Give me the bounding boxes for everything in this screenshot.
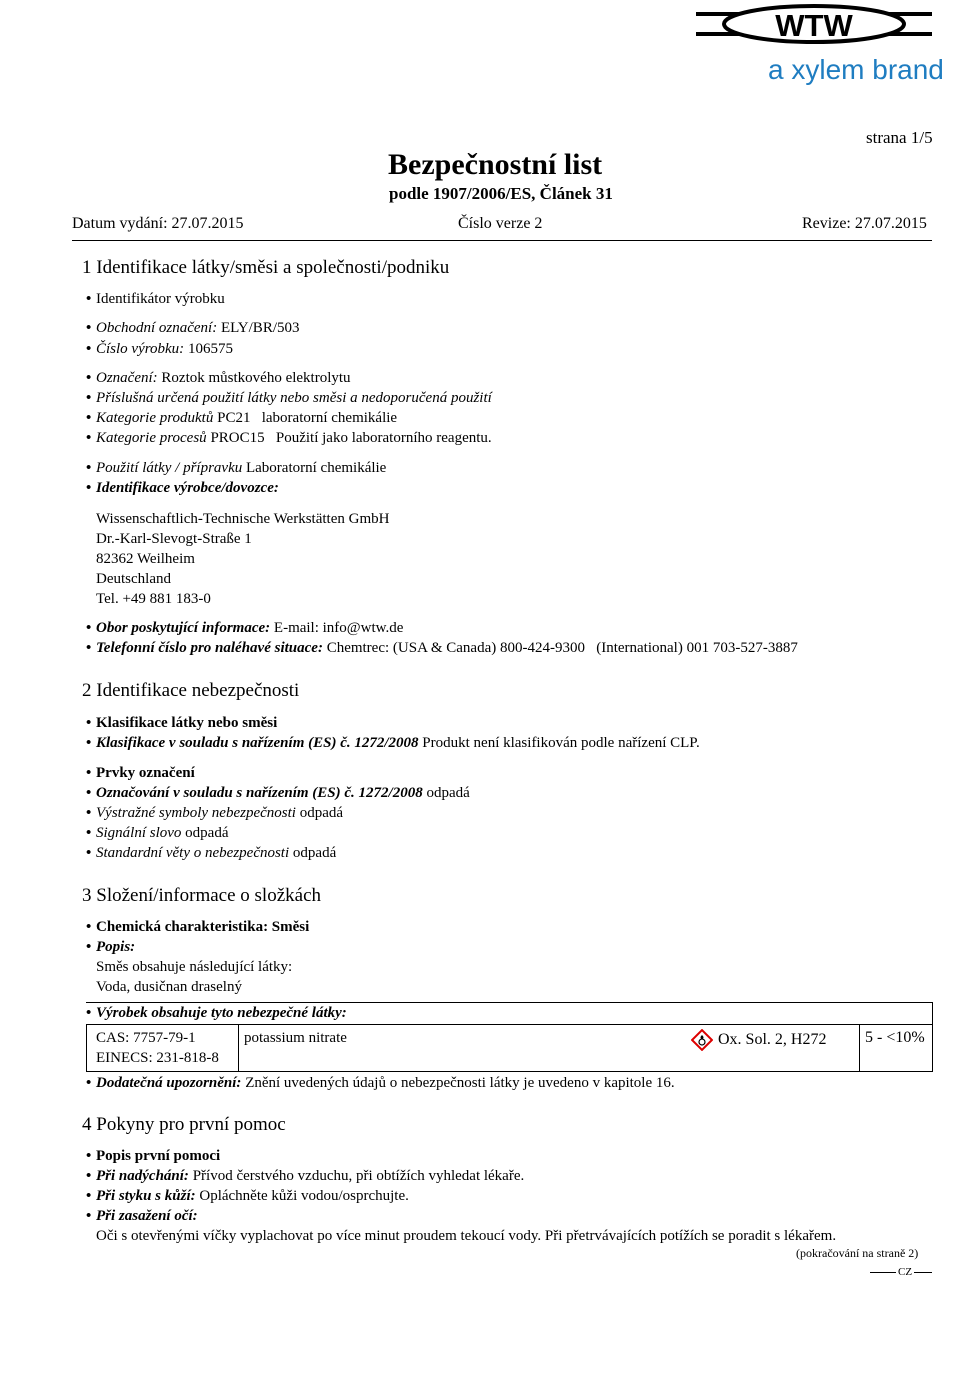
description-label: • Popis: [86, 938, 135, 956]
chemical-characterization: • Chemická charakteristika: Směsi [86, 918, 309, 936]
address-line: Deutschland [96, 571, 171, 587]
first-aid-description: • Popis první pomoci [86, 1147, 220, 1165]
substance-name: potassium nitrate [244, 1030, 347, 1046]
info-contact: • Obor poskytující informace: E-mail: info@wtw.de [86, 619, 403, 637]
clp-classification: • Klasifikace v souladu s nařízením (ES) č. 1272/2008 Produkt není klasifikován podle nařízení CLP. [86, 734, 700, 752]
wtw-logo [696, 4, 932, 44]
revision-date: Revize: 27.07.2015 [802, 215, 927, 232]
relevant-uses: • Příslušná určená použití látky nebo směsi a nedoporučená použití [86, 389, 492, 407]
section-4-heading: 4 Pokyny pro první pomoc [82, 1114, 286, 1135]
address-line: 82362 Weilheim [96, 551, 195, 567]
emergency-phone: • Telefonní číslo pro naléhavé situace: Chemtrec: (USA & Canada) 800-424-9300 (International) 001 703-527-3887 [86, 639, 798, 657]
address-line: Tel. +49 881 183-0 [96, 591, 211, 607]
description-line: Směs obsahuje následující látky: [96, 959, 293, 975]
substance-use: • Použití látky / přípravku Laboratorní chemikálie [86, 459, 386, 477]
label-elements: • Prvky označení [86, 764, 195, 782]
skin-contact: • Při styku s kůží: Opláchněte kůži vodou/osprchujte. [86, 1187, 409, 1205]
eye-contact-label: • Při zasažení očí: [86, 1207, 198, 1225]
description-line: Voda, dusičnan draselný [96, 979, 242, 995]
concentration: 5 - <10% [865, 1029, 925, 1046]
version-number: Číslo verze 2 [458, 215, 543, 232]
hazard-pictograms: • Výstražné symboly nebezpečnosti odpadá [86, 804, 343, 822]
clp-labelling: • Označování v souladu s nařízením (ES) č. 1272/2008 odpadá [86, 784, 470, 802]
address-line: Wissenschaftlich-Technische Werkstätten GmbH [96, 511, 390, 527]
page-number: strana 1/5 [866, 128, 933, 147]
signal-word: • Signální slovo odpadá [86, 824, 229, 842]
einecs-number: EINECS: 231-818-8 [96, 1050, 219, 1066]
section-2-heading: 2 Identifikace nebezpečnosti [82, 680, 300, 701]
address-line: Dr.-Karl-Slevogt-Straße 1 [96, 531, 252, 547]
classification: • Klasifikace látky nebo směsi [86, 714, 277, 732]
language-code: CZ [898, 1266, 913, 1278]
product-identifier: • Identifikátor výrobku [86, 290, 225, 308]
product-category: • Kategorie produktů PC21 laboratorní chemikálie [86, 409, 397, 427]
logo-text: WTW [775, 8, 853, 43]
trade-name: • Obchodní označení: ELY/BR/503 [86, 319, 300, 337]
designation: • Označení: Roztok můstkového elektrolytu [86, 369, 351, 387]
process-category: • Kategorie procesů PROC15 Použití jako laboratorního reagentu. [86, 429, 492, 447]
additional-information: • Dodatečná upozornění: Znění uvedených údajů o nebezpečnosti látky je uvedeno v kapitole 16. [86, 1074, 675, 1092]
section-1-heading: 1 Identifikace látky/směsi a společnosti/podniku [82, 257, 450, 278]
hazard-class: Ox. Sol. 2, H272 [718, 1031, 827, 1048]
issue-date: Datum vydání: 27.07.2015 [72, 215, 244, 232]
continued-note: (pokračování na straně 2) [796, 1246, 919, 1260]
eye-contact: Oči s otevřenými víčky vyplachovat po více minut proudem tekoucí vody. Při přetrvávajících potížích se poradit s lékařem. [96, 1228, 837, 1244]
product-number: • Číslo výrobku: 106575 [86, 340, 233, 358]
inhalation: • Při nadýchání: Přívod čerstvého vzduchu, při obtížích vyhledat lékaře. [86, 1167, 524, 1185]
email-link[interactable]: E-mail: info@wtw.de [273, 620, 404, 636]
hazard-statements: • Standardní věty o nebezpečnosti odpadá [86, 844, 336, 862]
document-subtitle: podle 1907/2006/ES, Článek 31 [389, 184, 613, 203]
manufacturer-label: • Identifikace výrobce/dovozce: [86, 479, 279, 497]
cas-number: CAS: 7757-79-1 [96, 1030, 196, 1046]
section-3-heading: 3 Složení/informace o složkách [82, 885, 322, 906]
brand-tagline: a xylem brand [768, 54, 944, 85]
flame-over-circle-icon [691, 1029, 713, 1051]
document-title: Bezpečnostní list [388, 148, 603, 181]
hazardous-substances-label: • Výrobek obsahuje tyto nebezpečné látky: [86, 1004, 347, 1022]
